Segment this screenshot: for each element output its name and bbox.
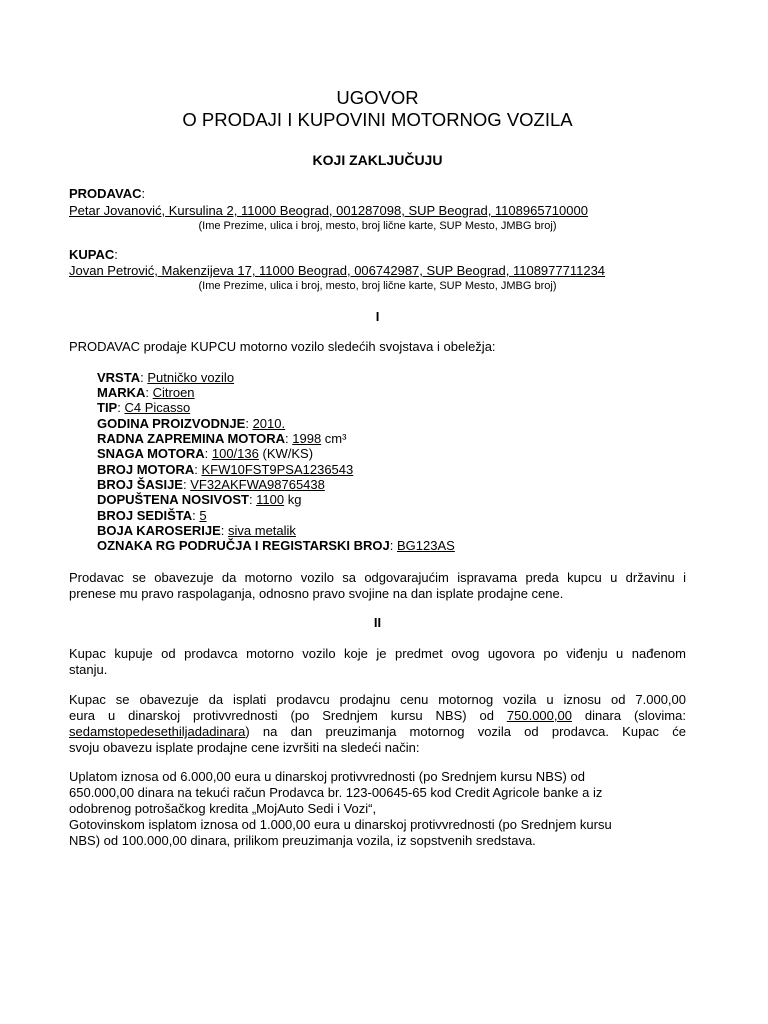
buyer-hint: (Ime Prezime, ulica i broj, mesto, broj lične karte, SUP Mesto, JMBG broj) xyxy=(198,280,557,292)
seller-label-line: PRODAVAC: xyxy=(69,186,146,201)
contract-title: UGOVOR xyxy=(336,87,419,108)
spec-row: OZNAKA RG PODRUČJA I REGISTARSKI BROJ: BG123AS xyxy=(97,538,455,553)
spec-row: SNAGA MOTORA: 100/136 (KW/KS) xyxy=(97,446,314,461)
spec-row: DOPUŠTENA NOSIVOST: 1100 kg xyxy=(97,492,302,507)
spec-row: RADNA ZAPREMINA MOTORA: 1998 cm³ xyxy=(97,431,347,446)
buyer-label-line: KUPAC: xyxy=(69,247,118,262)
section-1-heading: I xyxy=(375,309,380,324)
spec-row: BROJ ŠASIJE: VF32AKFWA98765438 xyxy=(97,477,325,492)
spec-row: BROJ SEDIŠTA: 5 xyxy=(97,508,207,523)
spec-row: BROJ MOTORA: KFW10FST9PSA1236543 xyxy=(97,462,354,477)
seller-details: Petar Jovanović, Kursulina 2, 11000 Beograd, 001287098, SUP Beograd, 1108965710000 xyxy=(69,203,588,218)
section-1-intro: PRODAVAC prodaje KUPCU motorno vozilo sledećih svojstava i obeležja: xyxy=(69,339,496,354)
spec-row: TIP: C4 Picasso xyxy=(97,400,191,415)
payment-method: Uplatom iznosa od 6.000,00 eura u dinarskoj protivvrednosti (po Srednjem kursu NBS) od 650.000,00 dinara na tekući račun Prodavca br. 123-00645-65 kod Credit Agricole banke a iz odobrenog potrošačkog kredita „MojAuto Sedi i Vozi“, Gotovinskom isplatom iznosa od 1.000,00 eura u dinarskoj protivvrednosti (po Srednjem kursu NBS) od 100.000,00 dinara, prilikom preuzimanja vozila, iz sopstvenih sredstava. xyxy=(69,769,612,848)
buyer-acceptance: Kupac kupuje od prodavca motorno vozilo koje je predmet ovog ugovora po viđenju u nađenom stanju. xyxy=(69,646,686,677)
parties-subtitle: KOJI ZAKLJUČUJU xyxy=(312,152,443,168)
seller-obligation: Prodavac se obavezuje da motorno vozilo sa odgovarajućim ispravama preda kupcu u državinu i prenese mu pravo raspolaganja, odnosno pravo svojine na dan isplate prodajne cene. xyxy=(69,570,686,601)
seller-label: PRODAVAC xyxy=(69,186,142,201)
spec-row: GODINA PROIZVODNJE: 2010. xyxy=(97,416,286,431)
spec-row: BOJA KAROSERIJE: siva metalik xyxy=(97,523,296,538)
payment-obligation: Kupac se obavezuje da isplati prodavcu prodajnu cenu motornog vozila u iznosu od 7.000,00 eura u dinarskoj protivvrednosti (po Srednjem kursu NBS) od 750.000,00 dinara (slovima: sedamstopedesethiljadadinara) na dan preuzimanja motornog vozila od prodavca. Kupac će svoju obavezu isplate prodajne cene izvršiti na sledeći način: xyxy=(69,692,686,755)
section-2-heading: II xyxy=(373,615,382,630)
buyer-details: Jovan Petrović, Makenzijeva 17, 11000 Beograd, 006742987, SUP Beograd, 1108977711234 xyxy=(69,263,606,278)
seller-hint: (Ime Prezime, ulica i broj, mesto, broj lične karte, SUP Mesto, JMBG broj) xyxy=(198,220,557,232)
spec-row: MARKA: Citroen xyxy=(97,385,195,400)
spec-row: VRSTA: Putničko vozilo xyxy=(97,370,235,385)
contract-title-subject: O PRODAJI I KUPOVINI MOTORNOG VOZILA xyxy=(182,109,573,130)
buyer-label: KUPAC xyxy=(69,247,115,262)
